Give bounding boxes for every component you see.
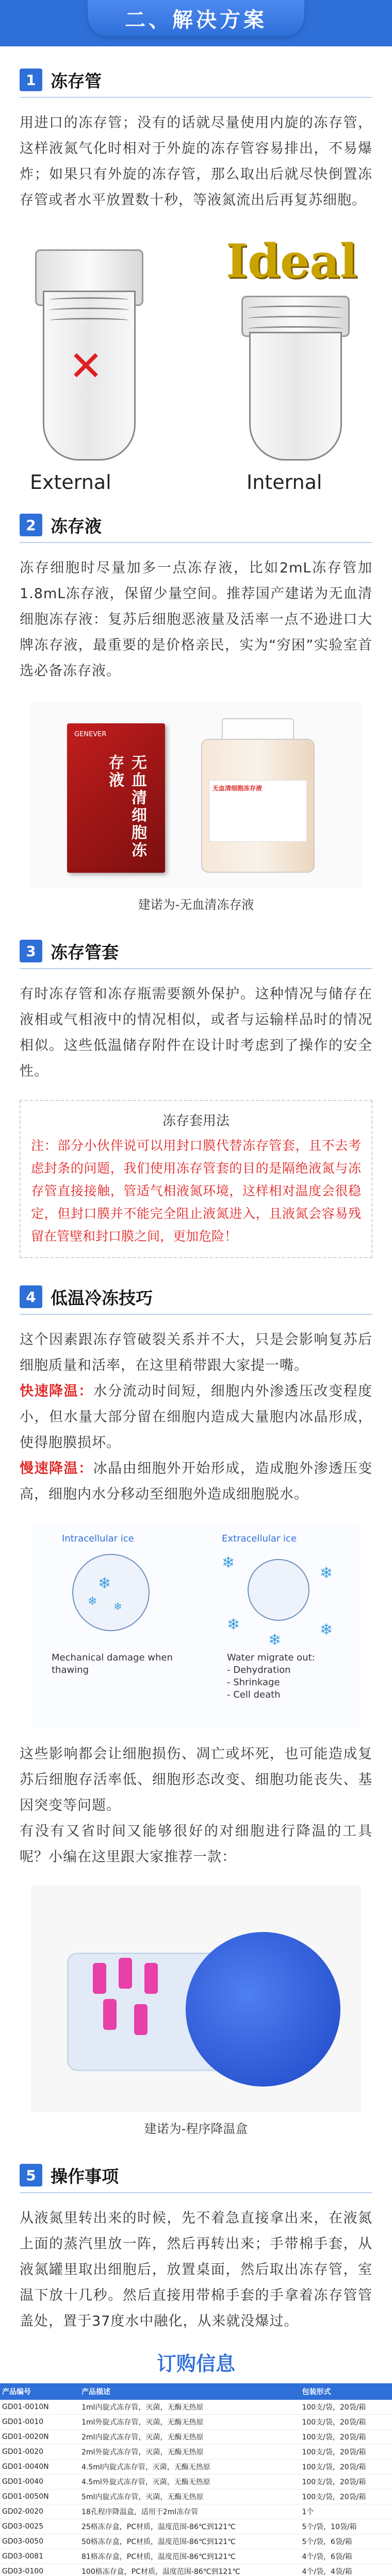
snowflake-icon: ❄ [320, 1564, 333, 1582]
slow-cooling-paragraph [20, 1456, 372, 1507]
table-row [0, 2475, 392, 2489]
row-pack: 100支/袋，20袋/箱 [300, 2430, 392, 2445]
section-divider [20, 542, 372, 543]
section-divider [20, 968, 372, 969]
intracellular-label: Intracellular ice [62, 1533, 134, 1544]
order-table [0, 2383, 392, 2576]
row-desc: 25格冻存盒，PC材质，温度范围-86℃到121℃ [79, 2519, 300, 2534]
row-desc: 5ml内旋式冻存管，灭菌，无酶无热原 [79, 2489, 300, 2504]
snowflake-icon: ❄ [113, 1600, 122, 1613]
section-header [20, 1279, 372, 1315]
internal-tube [249, 332, 342, 461]
row-pack: 4个/袋，4袋/箱 [300, 2564, 392, 2576]
row-pack: 5个/袋，10袋/箱 [300, 2519, 392, 2534]
section-title: 操作事项 [51, 2166, 119, 2187]
section-divider [20, 97, 372, 98]
table-row [0, 2489, 392, 2504]
container-lid [186, 1932, 340, 2087]
section-number: 4 [20, 1285, 42, 1308]
water-migrate-note [227, 1652, 351, 1701]
table-row [0, 2504, 392, 2519]
row-pack: 100支/袋，20袋/箱 [300, 2400, 392, 2415]
internal-label: Internal [247, 471, 322, 494]
section-number: 1 [20, 69, 42, 91]
row-desc: 2ml内旋式冻存管，灭菌，无酶无热原 [79, 2430, 300, 2445]
row-pack: 100支/袋，20袋/箱 [300, 2445, 392, 2460]
fast-cooling-text: 水分流动时间短，细胞内外渗透压改变程度小，但水量大部分留在细胞内造成大量胞内冰晶形成，使得胞膜损坏。 [20, 1383, 372, 1451]
row-code: GD03-0050 [0, 2534, 79, 2549]
section-title: 低温冷冻技巧 [51, 1287, 153, 1308]
row-pack: 100支/袋，20袋/箱 [300, 2475, 392, 2489]
section-3 [0, 933, 392, 1258]
row-desc: 4.5ml内旋式冻存管，灭菌，无酶无热原 [79, 2460, 300, 2475]
external-label: External [30, 471, 111, 494]
vial [134, 2004, 148, 2035]
vial [103, 1999, 117, 2030]
section-header [20, 2157, 372, 2193]
tube-thread-figure [20, 229, 372, 497]
extracellular-label: Extracellular ice [222, 1533, 297, 1544]
vial [93, 1963, 106, 1994]
snowflake-icon: ❄ [98, 1574, 111, 1592]
section-title: 冻存液 [51, 516, 102, 536]
vial [144, 1963, 158, 1994]
section-number: 2 [20, 514, 42, 536]
row-code: GD01-0040 [0, 2475, 79, 2489]
section-header [20, 507, 372, 543]
header-pack: 包装形式 [300, 2383, 392, 2400]
row-desc: 1ml内旋式冻存管，灭菌，无酶无热原 [79, 2400, 300, 2415]
snowflake-icon: ❄ [320, 1621, 333, 1639]
row-code: GD03-0081 [0, 2549, 79, 2564]
row-pack: 4个/袋，6袋/箱 [300, 2549, 392, 2564]
cell-extracellular [248, 1559, 309, 1621]
fast-cooling-paragraph [20, 1379, 372, 1456]
product-box-title: 无血清细胞冻存液 [106, 754, 146, 859]
section-text: 冻存细胞时尽量加多一点冻存液，比如2mL冻存管加1.8mL冻存液，保留少量空间。推荐国产建诺为无血清细胞冻存液：复苏后细胞恶液量及活率一点不逊进口大牌冻存液，最重要的是价格亲民，实为“穷困”实验室首选必备冻存液。 [20, 560, 372, 679]
section-number: 3 [20, 940, 42, 962]
table-row [0, 2430, 392, 2445]
water-migrate-title: Water migrate out: [227, 1652, 315, 1663]
bottle-label [209, 780, 307, 842]
hero-title-bar [88, 0, 304, 36]
dehydration-item: - Dehydration [227, 1665, 291, 1675]
row-code: GD01-0020N [0, 2430, 79, 2445]
section-1 [0, 62, 392, 497]
table-row [0, 2415, 392, 2430]
method-note: 注：部分小伙伴说可以用封口膜代替冻存管套，且不去考虑封条的问题，我们使用冻存管套的目的是隔绝液氮与冻存管直接接触，管适气相液氮环境，这样相对温度会很稳定，但封口膜并不能完全阻止液氮进入，且液氮会容易残留在管壁和封口膜之间，更加危险！ [31, 1138, 361, 1244]
snowflake-icon: ❄ [88, 1595, 97, 1608]
snowflake-icon: ❄ [227, 1616, 240, 1634]
section-text: 有时冻存管和冻存瓶需要额外保护。这种情况与储存在液相或气相液中的情况相似，或者与运输样品时的情况相似。这些低温储存附件在设计时考虑到了操作的安全性。 [20, 986, 372, 1079]
photo-caption: 建诺为-程序降温盒 [144, 2122, 248, 2136]
snowflake-icon: ❄ [268, 1631, 282, 1649]
row-desc: 50格冻存盒，PC材质，温度范围-86℃到121℃ [79, 2534, 300, 2549]
internal-cap [241, 296, 350, 337]
product-box [67, 723, 165, 873]
section-title: 冻存管套 [51, 942, 119, 962]
vial [119, 1958, 132, 1989]
table-row [0, 2460, 392, 2475]
row-code: GD01-0020 [0, 2445, 79, 2460]
brand-logo: GENEVER [74, 731, 107, 738]
row-pack: 1个 [300, 2504, 392, 2519]
section-title: 冻存管 [51, 71, 102, 91]
section-divider [20, 1314, 372, 1315]
method-title: 冻存套用法 [162, 1113, 230, 1129]
table-row [0, 2549, 392, 2564]
header-code: 产品编号 [0, 2383, 79, 2400]
method-note-box [20, 1100, 372, 1258]
row-code: GD02-0020 [0, 2504, 79, 2519]
cross-icon: ✕ [69, 342, 104, 390]
order-table-header [0, 2383, 392, 2400]
row-code: GD01-0050N [0, 2489, 79, 2504]
row-desc: 81格冻存盒，PC材质，温度范围-86℃到121℃ [79, 2549, 300, 2564]
hero-banner [0, 0, 392, 46]
section-header [20, 62, 372, 98]
order-title: 订购信息 [156, 2352, 235, 2375]
table-row [0, 2534, 392, 2549]
section-text: 这个因素跟冻存管破裂关系并不大，只是会影响复苏后细胞质量和活率，在这里稍带跟大家提一嘴。 [20, 1332, 372, 1374]
header-desc: 产品描述 [79, 2383, 300, 2400]
cell-intracellular [72, 1554, 150, 1631]
row-desc: 4.5ml外旋式冻存管，灭菌，无酶无热原 [79, 2475, 300, 2489]
order-table-body [0, 2400, 392, 2576]
row-code: GD03-0100 [0, 2564, 79, 2576]
row-code: GD01-0010N [0, 2400, 79, 2415]
section-text: 从液氮里转出来的时候，先不着急直接拿出来，在液氮上面的蒸汽里放一阵，然后再转出来；手带棉手套，从液氮罐里取出细胞后，放置桌面，然后取出冻存管，室温下放十几秒。然后直接用带棉手套的手拿着冻存管管盖处，置于37度水中融化，从来就没爆过。 [20, 2210, 372, 2329]
freezing-container-photo [31, 1886, 361, 2112]
table-row [0, 2445, 392, 2460]
row-pack: 100支/袋，20袋/箱 [300, 2489, 392, 2504]
section-text-2: 这些影响都会让细胞损伤、凋亡或坏死，也可能造成复苏后细胞存活率低、细胞形态改变、细胞功能丧失、基因突变等问题。 [20, 1746, 372, 1814]
photo-caption: 建诺为-无血清冻存液 [138, 897, 254, 912]
shrinkage-item: - Shrinkage [227, 1677, 280, 1688]
row-desc: 1ml外旋式冻存管，灭菌，无酶无热原 [79, 2415, 300, 2430]
table-row [0, 2400, 392, 2415]
ideal-label: Ideal [226, 234, 357, 289]
section-divider [20, 2192, 372, 2193]
section-4 [0, 1279, 392, 2137]
cryo-solution-product-photo [31, 703, 361, 888]
row-code: GD01-0010 [0, 2415, 79, 2430]
row-desc: 2ml外旋式冻存管，灭菌，无酶无热原 [79, 2445, 300, 2460]
slow-cooling-label: 慢速降温： [20, 1461, 93, 1477]
hero-title: 二、解决方案 [125, 8, 267, 32]
row-pack: 100支/袋，20袋/箱 [300, 2415, 392, 2430]
row-desc: 100格冻存盒，PC材质，温度范围-86℃到121℃ [79, 2564, 300, 2576]
row-code: GD03-0025 [0, 2519, 79, 2534]
row-pack: 100支/袋，20袋/箱 [300, 2460, 392, 2475]
ice-formation-figure [31, 1523, 361, 1729]
section-header [20, 933, 372, 969]
table-row [0, 2564, 392, 2576]
slow-cooling-text: 冰晶由细胞外开始形成，造成胞外渗透压变高，细胞内水分移动至细胞外造成细胞脱水。 [20, 1461, 372, 1502]
section-number: 5 [20, 2164, 42, 2187]
section-text: 用进口的冻存管；没有的话就尽量使用内旋的冻存管，这样液氮气化时相对于外旋的冻存管容易排出，不易爆炸；如果只有外旋的冻存管，那么取出后就尽快倒置冻存管或者水平放置数十秒，等液氮流出后再复苏细胞。 [20, 115, 372, 208]
bottle-label-text: 无血清细胞冻存液 [213, 785, 263, 792]
row-pack: 5个/袋，6袋/箱 [300, 2534, 392, 2549]
section-2 [0, 507, 392, 912]
mechanical-damage-note: Mechanical damage when thawing [52, 1652, 173, 1675]
section-5 [0, 2157, 392, 2334]
row-desc: 18孔程序降温盒，适用于2ml冻存管 [79, 2504, 300, 2519]
row-code: GD01-0040N [0, 2460, 79, 2475]
fast-cooling-label: 快速降温： [20, 1383, 93, 1399]
section-text-3: 有没有又省时间又能够很好的对细胞进行降温的工具呢？小编在这里跟大家推荐一款： [20, 1823, 372, 1865]
table-row [0, 2519, 392, 2534]
snowflake-icon: ❄ [222, 1554, 235, 1572]
cell-death-item: - Cell death [227, 1689, 281, 1700]
